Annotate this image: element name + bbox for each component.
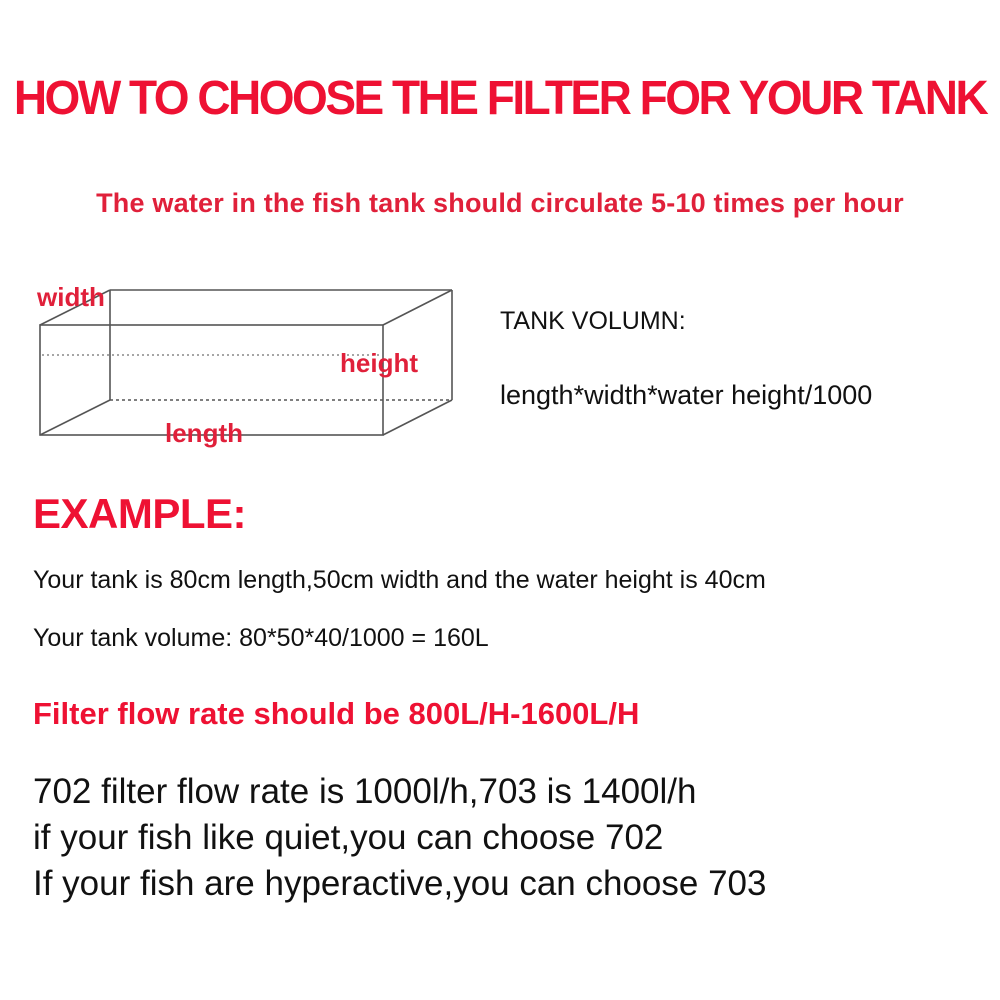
height-label: height [340,348,418,378]
tank-diag-br [383,400,452,435]
example-heading: EXAMPLE: [33,490,247,537]
page-subtitle: The water in the fish tank should circulate 5-10 times per hour [96,188,904,218]
width-label: width [37,282,105,312]
quiet-fish-line: if your fish like quiet,you can choose 702 [33,818,664,857]
volume-title: TANK VOLUMN: [500,307,686,335]
length-label: length [165,418,243,448]
tank-diag-bl [40,400,110,435]
example-dimensions: Your tank is 80cm length,50cm width and the water height is 40cm [33,566,766,594]
filter-rate-line: 702 filter flow rate is 1000l/h,703 is 1400l/h [33,772,697,811]
example-volume: Your tank volume: 80*50*40/1000 = 160L [33,624,489,652]
tank-diag-tr [383,290,452,325]
page-title: HOW TO CHOOSE THE FILTER FOR YOUR TANK [13,69,987,125]
flow-rate-line: Filter flow rate should be 800L/H-1600L/H [33,696,640,731]
hyperactive-fish-line: If your fish are hyperactive,you can choose 703 [33,864,767,903]
volume-formula: length*width*water height/1000 [500,380,873,410]
